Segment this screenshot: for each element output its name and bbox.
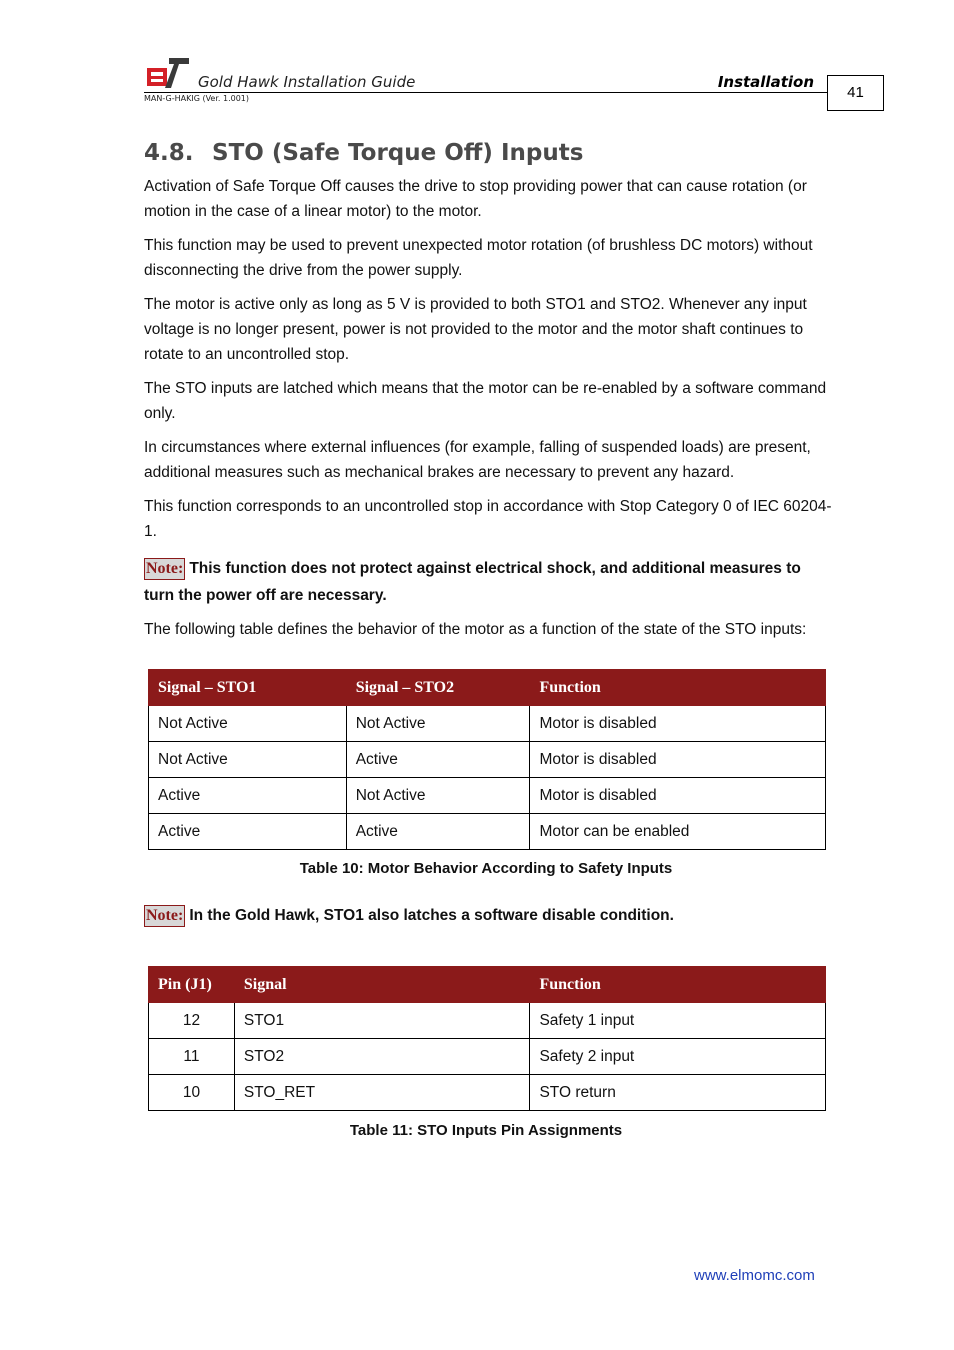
column-header: Function	[530, 670, 826, 706]
table-cell: Motor is disabled	[530, 706, 826, 742]
table-cell: Active	[149, 778, 347, 814]
motor-behavior-table	[148, 669, 826, 850]
paragraph: In circumstances where external influences (for example, falling of suspended loads) are present, additional measures such as mechanical brakes are necessary to prevent any hazard.	[144, 439, 811, 481]
table-cell: Safety 1 input	[530, 1003, 826, 1039]
table-row	[149, 778, 826, 814]
column-header: Signal – STO2	[346, 670, 530, 706]
table-cell: STO_RET	[234, 1075, 530, 1111]
table-cell: Not Active	[346, 706, 530, 742]
note-tag: Note:	[144, 558, 185, 580]
table-cell: 10	[149, 1075, 235, 1111]
note-electrical-shock	[144, 555, 834, 609]
column-header: Function	[530, 967, 826, 1003]
section-heading	[144, 140, 583, 166]
note-tag: Note:	[144, 905, 185, 927]
paragraph: The motor is active only as long as 5 V is provided to both STO1 and STO2. Whenever any input voltage is no longer present, power is not provided to the motor and the motor shaft continues to rotate to an uncontrolled stop.	[144, 296, 807, 363]
table-row	[149, 1003, 826, 1039]
header-section-name: Installation	[717, 73, 814, 91]
sto-pin-table	[148, 966, 826, 1111]
table-cell: STO return	[530, 1075, 826, 1111]
table-row	[149, 742, 826, 778]
table-cell: STO2	[234, 1039, 530, 1075]
table-header-row	[149, 670, 826, 706]
table-cell: Not Active	[149, 742, 347, 778]
section-number: 4.8.	[144, 140, 194, 166]
paragraph: This function corresponds to an uncontrolled stop in accordance with Stop Category 0 of IEC 60204-1.	[144, 498, 832, 540]
table-caption: Table 10: Motor Behavior According to Safety Inputs	[299, 860, 673, 877]
table-cell: Motor is disabled	[530, 778, 826, 814]
table-cell: Motor is disabled	[530, 742, 826, 778]
footer-website-link[interactable]: www.elmomc.com	[694, 1267, 815, 1284]
column-header: Signal	[234, 967, 530, 1003]
doc-version: MAN-G-HAKIG (Ver. 1.001)	[144, 94, 250, 103]
table-row	[149, 1039, 826, 1075]
table-cell: 12	[149, 1003, 235, 1039]
table-cell: Motor can be enabled	[530, 814, 826, 850]
table-caption: Table 11: STO Inputs Pin Assignments	[349, 1122, 623, 1139]
paragraph: The STO inputs are latched which means that the motor can be re-enabled by a software command only.	[144, 380, 827, 422]
table-intro: The following table defines the behavior of the motor as a function of the state of the STO inputs:	[144, 621, 807, 638]
column-header: Signal – STO1	[149, 670, 347, 706]
table-row	[149, 814, 826, 850]
note-text: In the Gold Hawk, STO1 also latches a software disable condition.	[189, 907, 674, 924]
note-text: This function does not protect against electrical shock, and additional measures to turn the power off are necessary.	[144, 560, 801, 604]
table-cell: 11	[149, 1039, 235, 1075]
paragraph: This function may be used to prevent unexpected motor rotation (of brushless DC motors) without disconnecting the drive from the power supply.	[144, 237, 813, 279]
column-header: Pin (J1)	[149, 967, 235, 1003]
table-cell: STO1	[234, 1003, 530, 1039]
table-cell: Active	[346, 742, 530, 778]
section-title: STO (Safe Torque Off) Inputs	[212, 140, 584, 166]
page-number: 41	[827, 75, 884, 111]
table-cell: Not Active	[346, 778, 530, 814]
elmo-logo-icon	[147, 58, 189, 88]
table-row	[149, 1075, 826, 1111]
note-sto1-latch	[144, 902, 834, 929]
paragraph: Activation of Safe Torque Off causes the drive to stop providing power that can cause rotation (or motion in the case of a linear motor) to the motor.	[144, 178, 807, 220]
header-rule	[144, 92, 828, 93]
table-header-row	[149, 967, 826, 1003]
table-cell: Active	[346, 814, 530, 850]
table-row	[149, 706, 826, 742]
table-cell: Not Active	[149, 706, 347, 742]
doc-title: Gold Hawk Installation Guide	[198, 73, 416, 91]
table-cell: Safety 2 input	[530, 1039, 826, 1075]
table-cell: Active	[149, 814, 347, 850]
